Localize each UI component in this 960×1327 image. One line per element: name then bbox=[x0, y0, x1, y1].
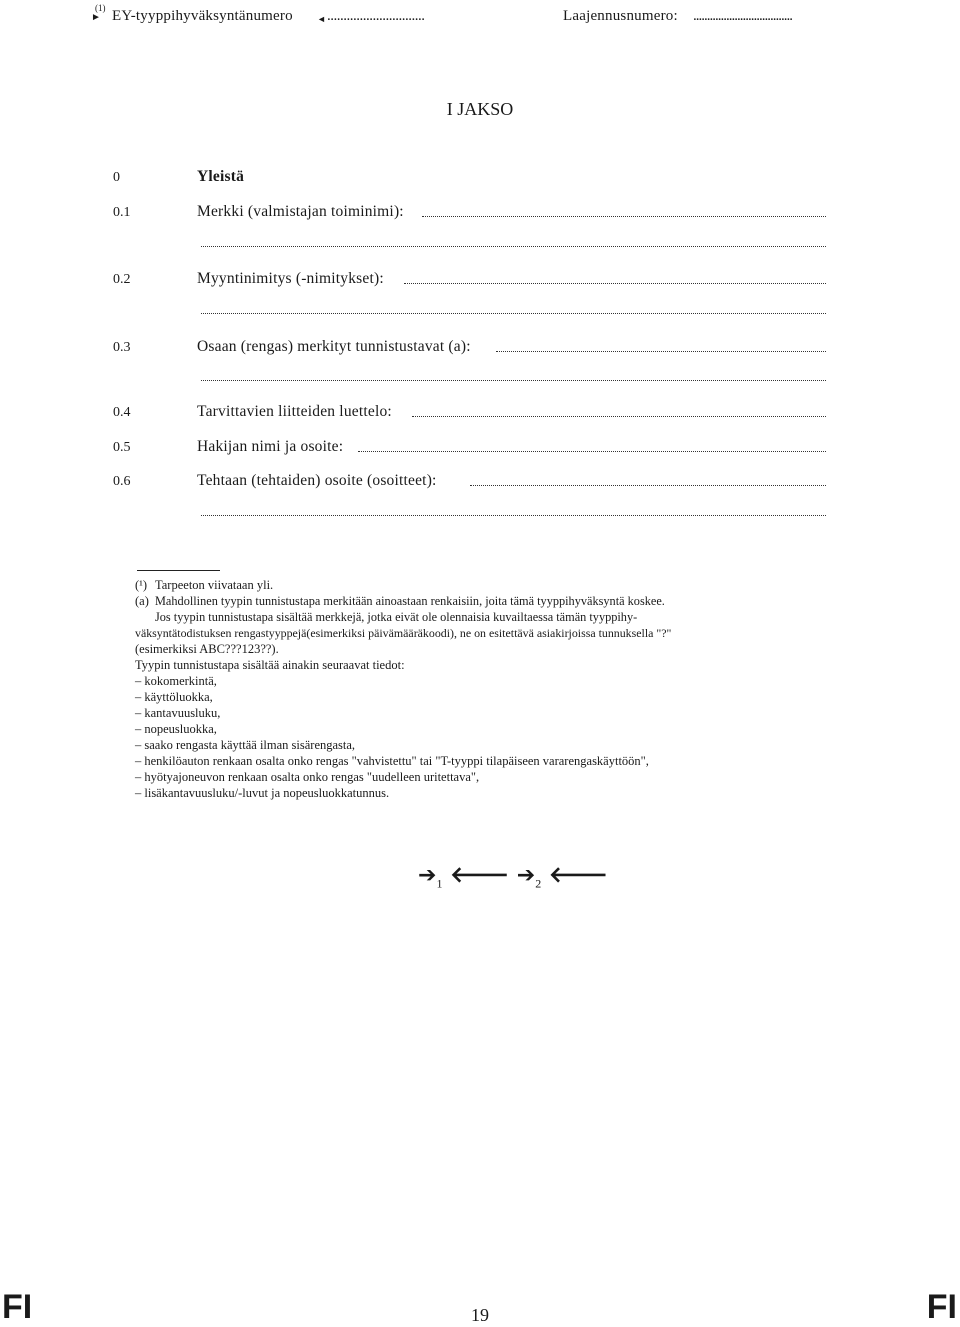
factory-address-field[interactable] bbox=[470, 485, 826, 486]
item-number-0-1: 0.1 bbox=[113, 205, 131, 220]
footer-language-right: FI bbox=[926, 1288, 957, 1326]
footnote-a-mark: (a) bbox=[135, 594, 149, 608]
list-item: – nopeusluokka, bbox=[135, 722, 217, 736]
footnote-a-line: (esimerkiksi ABC???123??). bbox=[135, 642, 279, 656]
footnote-a-line: Jos tyypin tunnistustapa sisältää merkkejä, jotka eivät ole olennaisia kuvailtaessa tämän tyyppihy- bbox=[155, 610, 638, 624]
footnote-a-line: Tyypin tunnistustapa sisältää ainakin seuraavat tiedot: bbox=[135, 658, 405, 672]
nav-sub-2: 2 bbox=[535, 876, 542, 891]
footnote-1-text: Tarpeeton viivataan yli. bbox=[155, 578, 274, 592]
footnote-separator bbox=[137, 570, 220, 571]
identification-field-continuation[interactable] bbox=[201, 380, 826, 381]
brand-field[interactable] bbox=[422, 216, 826, 217]
list-item: – käyttöluokka, bbox=[135, 690, 213, 704]
item-number-0-2: 0.2 bbox=[113, 272, 131, 287]
header-footnote-mark: (1) bbox=[95, 3, 106, 13]
page-navigation bbox=[418, 862, 608, 891]
header-arrow-left-icon: ◄ bbox=[317, 14, 327, 24]
nav-arrow-left-icon[interactable]: 🡐 bbox=[450, 863, 510, 888]
item-label-brand: Merkki (valmistajan toiminimi): bbox=[197, 203, 404, 220]
ey-approval-number-field[interactable]: .............................. bbox=[327, 8, 425, 24]
attachments-field[interactable] bbox=[412, 416, 826, 417]
trade-names-field[interactable] bbox=[404, 283, 826, 284]
brand-field-continuation[interactable] bbox=[201, 246, 826, 247]
nav-arrow-right-icon[interactable]: ➔ bbox=[418, 863, 437, 888]
item-label-attachments: Tarvittavien liitteiden luettelo: bbox=[197, 403, 392, 420]
identification-field[interactable] bbox=[496, 351, 826, 352]
nav-arrow-right-icon[interactable]: ➔ bbox=[516, 863, 536, 888]
list-item: – lisäkantavuusluku/-luvut ja nopeusluokkatunnus. bbox=[135, 786, 390, 800]
item-label-trade-names: Myyntinimitys (-nimitykset): bbox=[197, 270, 384, 287]
list-item: – hyötyajoneuvon renkaan osalta onko rengas "uudelleen uritettava", bbox=[135, 770, 480, 784]
footer-language-left: FI bbox=[2, 1288, 33, 1326]
extension-number-field[interactable]: .................................... bbox=[693, 8, 792, 24]
section-number: 0 bbox=[113, 170, 120, 185]
list-item: – henkilöauton renkaan osalta onko rengas "vahvistettu" tai "T-tyyppi tilapäiseen vararengaskäyttöön", bbox=[135, 754, 649, 768]
footnote-a-line: väksyntätodistuksen rengastyyppejä(esimerkiksi päivämääräkoodi), ne on esitettävä asiakirjoissa tunnuksella "?" bbox=[135, 626, 672, 640]
nav-sub-1: 1 bbox=[436, 876, 443, 891]
list-item: – kokomerkintä, bbox=[135, 674, 217, 688]
header-arrow-right-icon: ► bbox=[91, 12, 101, 23]
item-number-0-6: 0.6 bbox=[113, 474, 131, 489]
item-number-0-4: 0.4 bbox=[113, 405, 131, 420]
trade-names-field-continuation[interactable] bbox=[201, 313, 826, 314]
applicant-field[interactable] bbox=[358, 451, 826, 452]
extension-number-label: Laajennusnumero: bbox=[563, 8, 678, 24]
list-item: – saako rengasta käyttää ilman sisärengasta, bbox=[135, 738, 356, 752]
footnote-a-line: Mahdollinen tyypin tunnistustapa merkitään ainoastaan renkaisiin, joita tämä tyyppihyväksyntä koskee. bbox=[155, 594, 665, 608]
item-label-factory-address: Tehtaan (tehtaiden) osoite (osoitteet): bbox=[197, 472, 437, 489]
section-title: I JAKSO bbox=[446, 99, 514, 119]
item-number-0-3: 0.3 bbox=[113, 340, 131, 355]
list-item: – kantavuusluku, bbox=[135, 706, 221, 720]
ey-approval-number-label: EY-tyyppihyväksyntänumero bbox=[112, 8, 293, 24]
nav-arrow-left-icon[interactable]: 🡐 bbox=[548, 863, 608, 888]
page-number: 19 bbox=[471, 1305, 489, 1325]
item-label-identification: Osaan (rengas) merkityt tunnistustavat (a): bbox=[197, 338, 471, 355]
item-label-applicant: Hakijan nimi ja osoite: bbox=[197, 438, 344, 455]
factory-address-field-continuation[interactable] bbox=[201, 515, 826, 516]
section-heading: Yleistä bbox=[197, 168, 245, 185]
footnote-1-mark: (¹) bbox=[135, 578, 148, 592]
item-number-0-5: 0.5 bbox=[113, 440, 131, 455]
